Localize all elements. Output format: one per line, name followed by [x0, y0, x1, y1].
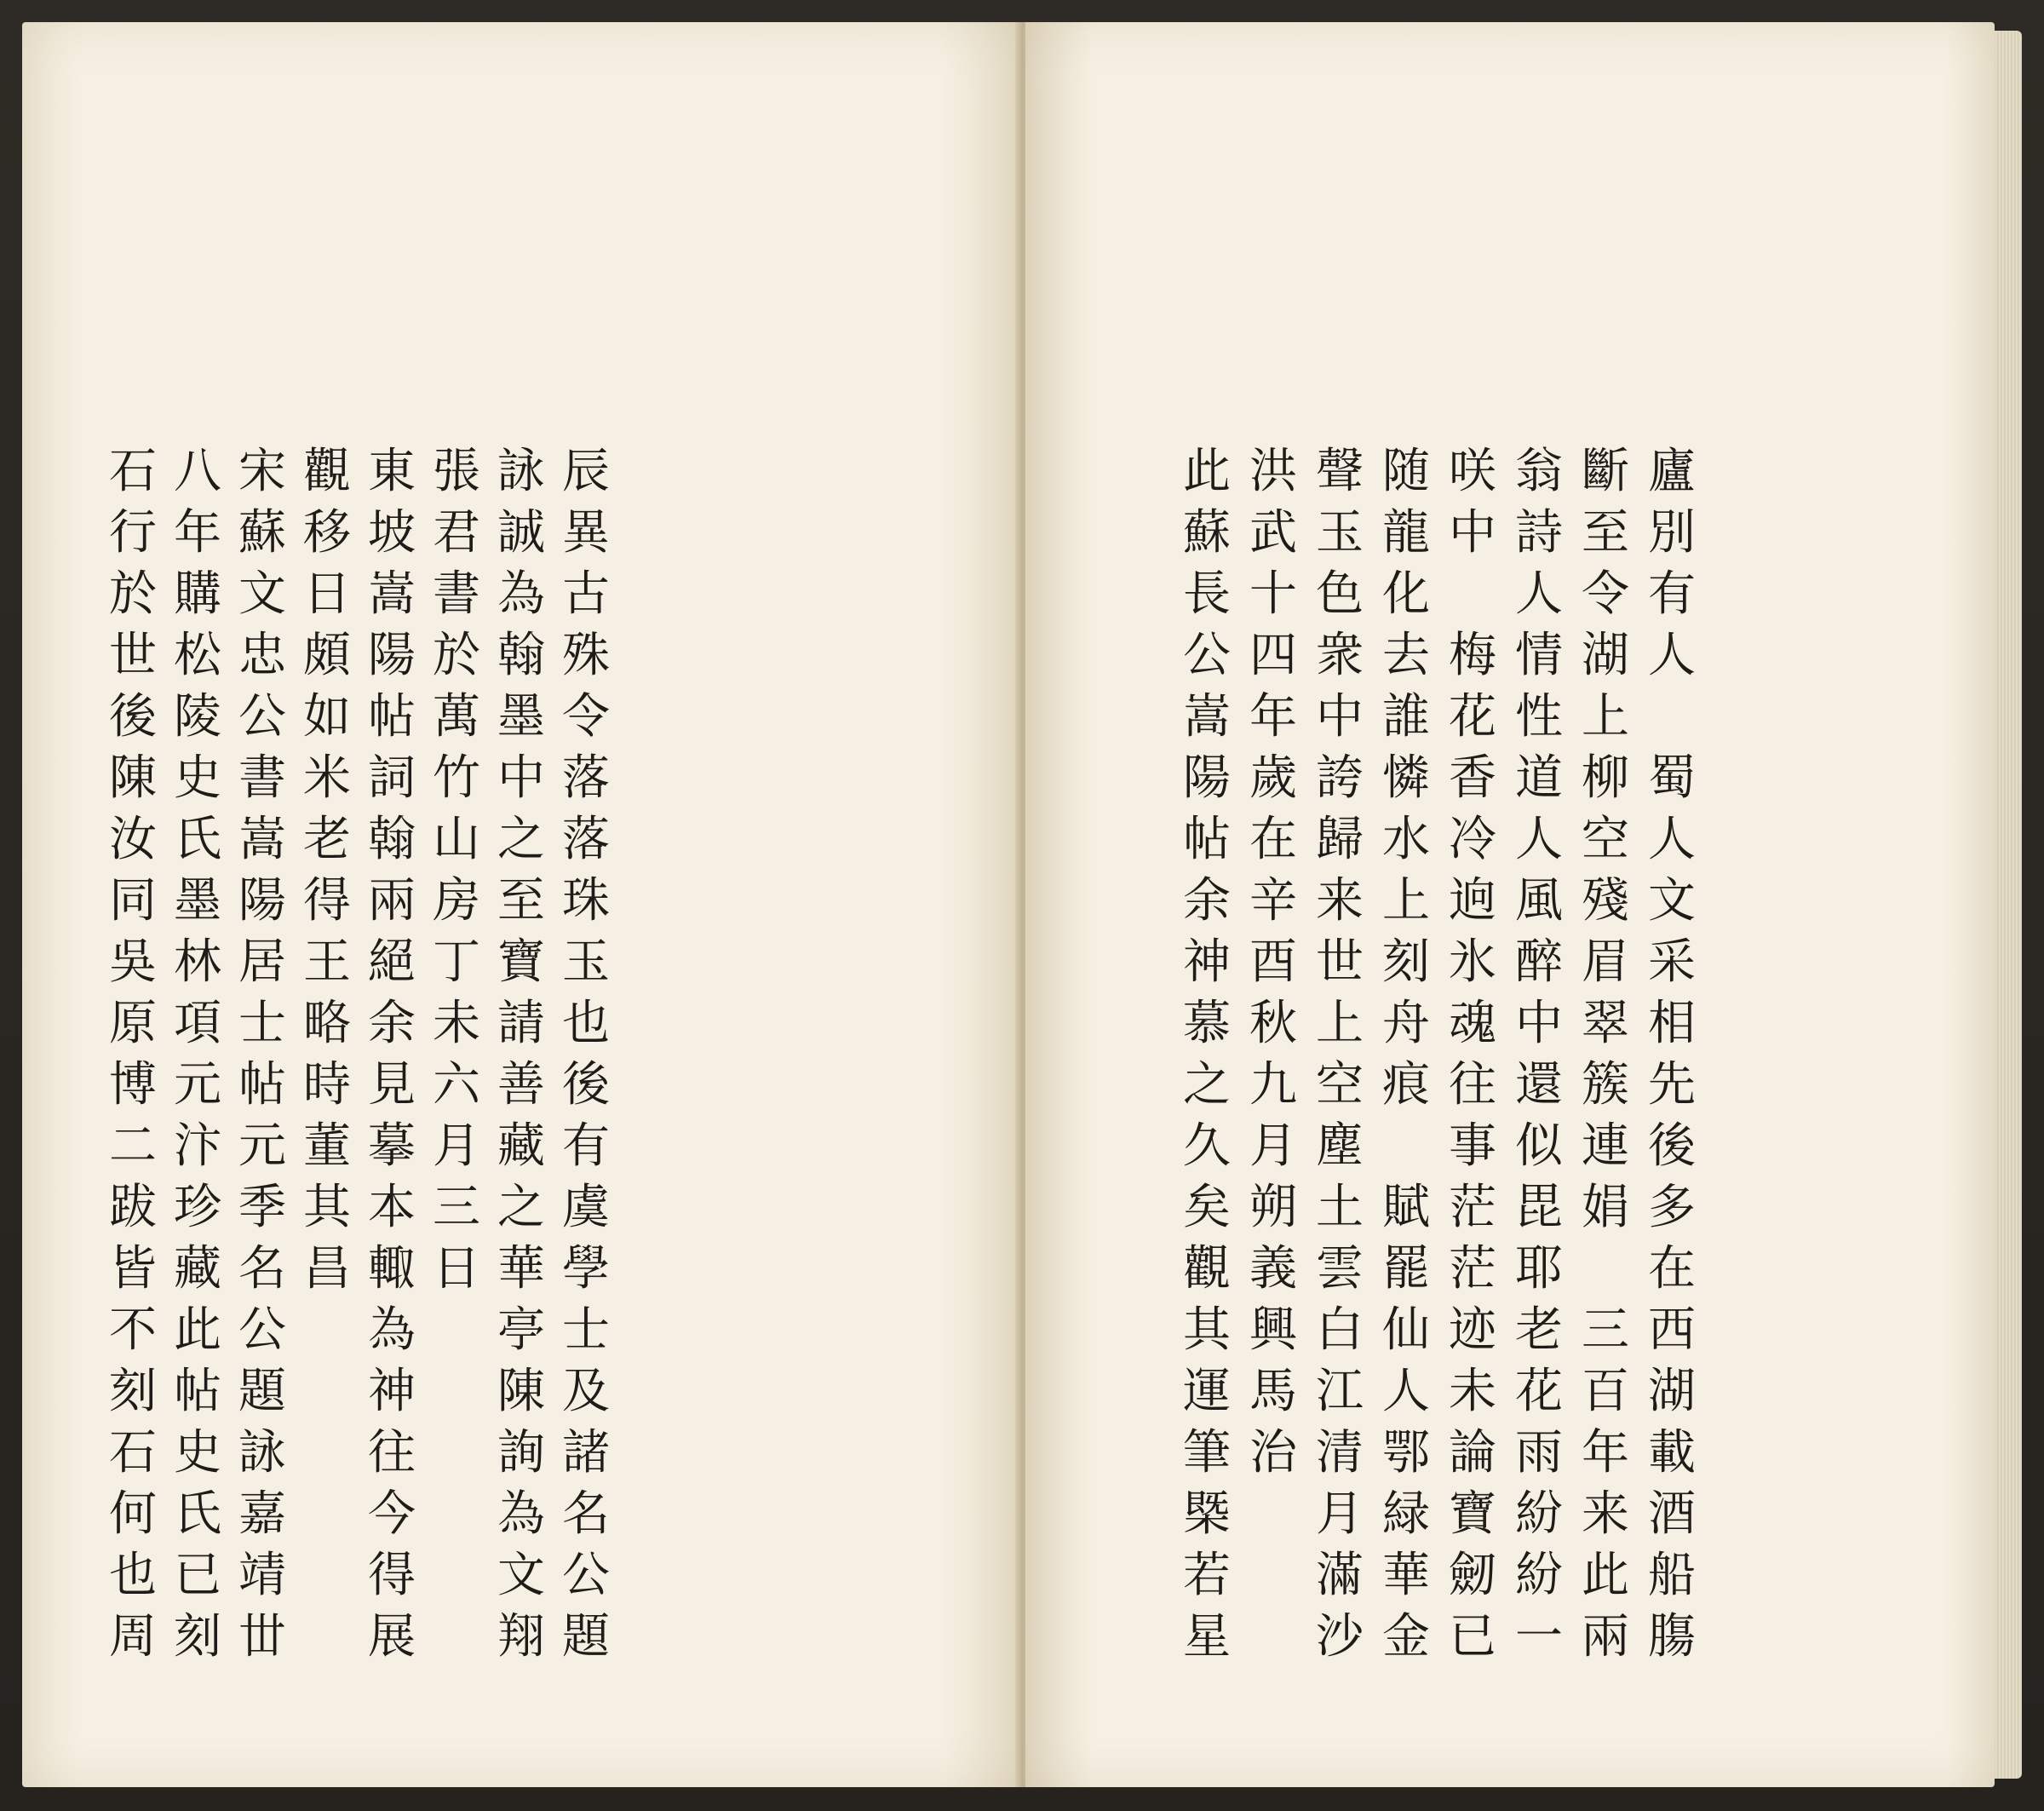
text-column: 聲 玉 色 衆 中 誇 歸 来 世 上 空 塵 土 雲 白 江 清 月 滿 沙 [1316, 444, 1364, 1664]
text-column: 東 坡 嵩 陽 帖 詞 翰 兩 絕 余 見 摹 本 輙 為 神 往 今 得 展 [368, 444, 416, 1664]
text-column: 洪 武 十 四 年 歲 在 辛 酉 秋 九 月 朔 義 興 馬 治 [1249, 444, 1297, 1480]
text-column: 張 君 書 於 萬 竹 山 房 丁 未 六 月 三 日 [433, 444, 480, 1296]
right-page-text [1174, 441, 1705, 1668]
text-column: 此 蘇 長 公 嵩 陽 帖 余 神 慕 之 久 矣 觀 其 運 筆 槩 若 星 [1183, 444, 1231, 1664]
text-column: 石 行 於 世 後 陳 汝 同 吳 原 博 二 跋 皆 不 刻 石 何 也 周 [109, 444, 157, 1664]
left-page-text [100, 441, 618, 1668]
text-column: 宋 蘇 文 忠 公 書 嵩 陽 居 士 帖 元 季 名 公 題 詠 嘉 靖 丗 [238, 444, 286, 1664]
text-column: 翁 詩 人 情 性 道 人 風 醉 中 還 似 毘 耶 老 花 雨 紛 紛 一 [1515, 444, 1563, 1664]
text-column: 咲 中 梅 花 香 冷 逈 氷 魂 往 事 茫 茫 迹 未 論 寶 劒 已 [1449, 444, 1496, 1664]
text-column: 八 年 購 松 陵 史 氏 墨 林 項 元 汴 珍 藏 此 帖 史 氏 已 刻 [174, 444, 221, 1664]
text-column: 斷 至 令 湖 上 柳 空 殘 眉 翠 簇 連 娟 三 百 年 来 此 兩 [1582, 444, 1629, 1664]
text-column: 廬 別 有 人 蜀 人 文 采 相 先 後 多 在 西 湖 載 酒 船 膓 [1648, 444, 1696, 1664]
text-column: 詠 誠 為 翰 墨 中 之 至 寶 請 善 藏 之 華 亭 陳 詢 為 文 翔 [497, 444, 545, 1664]
text-column: 辰 異 古 殊 令 落 落 珠 玉 也 後 有 虞 學 士 及 諸 名 公 題 [562, 444, 610, 1664]
page-edges [1995, 31, 2022, 1779]
text-column: 随 龍 化 去 誰 憐 水 上 刻 舟 痕 賦 罷 仙 人 鄂 緑 華 金 [1382, 444, 1430, 1664]
text-column: 觀 移 日 頗 如 米 老 得 王 略 時 董 其 昌 [303, 444, 351, 1296]
